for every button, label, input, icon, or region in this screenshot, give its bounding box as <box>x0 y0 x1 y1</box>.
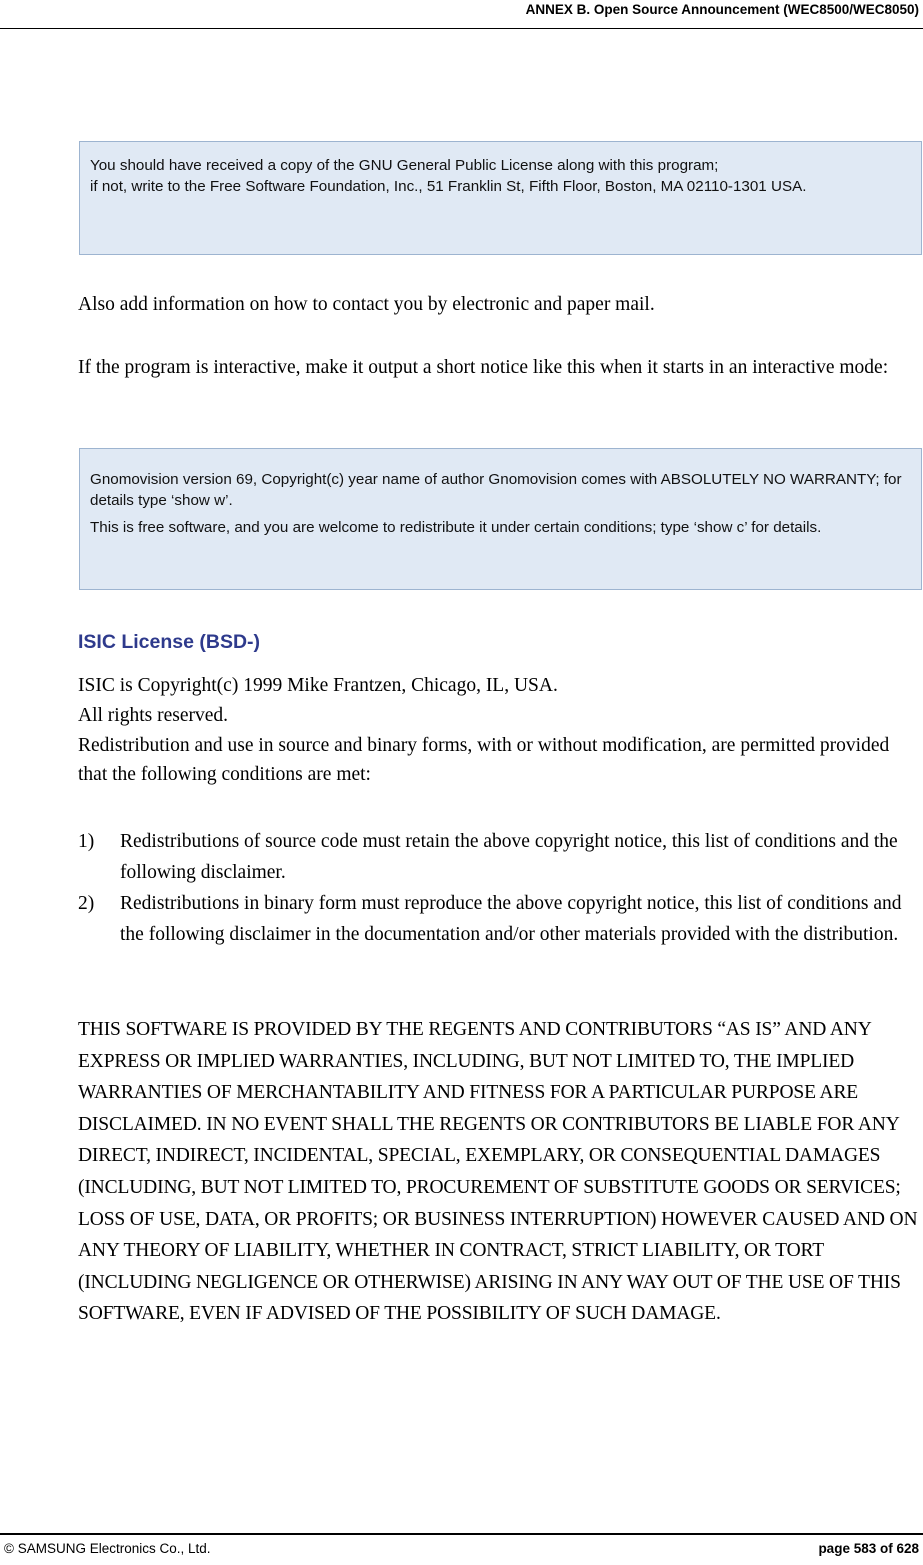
condition-text-1: Redistributions of source code must retain the above copyright notice, this list of conditions and the following disclaimer. <box>120 831 898 883</box>
contact-paragraph: Also add information on how to contact you by electronic and paper mail. <box>78 294 655 315</box>
header-title: ANNEX B. Open Source Announcement (WEC8500/WEC8050) <box>525 2 919 17</box>
footer-divider <box>0 1533 923 1535</box>
condition-text-2: Redistributions in binary form must reproduce the above copyright notice, this list of conditions and the following disclaimer in the documentation and/or other materials provided with the distribution. <box>120 893 902 945</box>
isic-copyright: ISIC is Copyright(c) 1999 Mike Frantzen, Chicago, IL, USA. <box>78 675 558 696</box>
isic-rights: All rights reserved. <box>78 705 229 726</box>
interactive-notice-para-2: This is free software, and you are welcome to redistribute it under certain conditions; type ‘show c’ for details. <box>90 519 822 536</box>
gpl-notice-line-1: You should have received a copy of the GNU General Public License along with this program; <box>90 157 719 174</box>
condition-item-1 <box>78 826 918 888</box>
gpl-notice-line-2: if not, write to the Free Software Foundation, Inc., 51 Franklin St, Fifth Floor, Boston, MA 02110-1301 USA. <box>90 178 807 195</box>
section-title: ISIC License (BSD-) <box>78 631 261 653</box>
condition-number-1: 1) <box>78 831 95 852</box>
condition-item-2 <box>78 888 918 950</box>
isic-intro: Redistribution and use in source and binary forms, with or without modification, are permitted provided that the following conditions are met: <box>78 735 890 785</box>
interactive-notice-para-1: Gnomovision version 69, Copyright(c) year name of author Gnomovision comes with ABSOLUTELY NO WARRANTY; for details type ‘show w’. <box>90 471 902 509</box>
footer-page-number: page 583 of 628 <box>818 1541 919 1556</box>
interactive-paragraph: If the program is interactive, make it output a short notice like this when it starts in an interactive mode: <box>78 357 889 378</box>
interactive-notice-box <box>79 448 922 590</box>
condition-number-2: 2) <box>78 893 95 914</box>
page-header <box>0 0 923 29</box>
warranty-disclaimer: THIS SOFTWARE IS PROVIDED BY THE REGENTS AND CONTRIBUTORS “AS IS” AND ANY EXPRESS OR IMPLIED WARRANTIES, INCLUDING, BUT NOT LIMITED TO, THE IMPLIED WARRANTIES OF MERCHANTABILITY AND FITNESS FOR A PARTICULAR PURPOSE ARE DISCLAIMED. IN NO EVENT SHALL THE REGENTS OR CONTRIBUTORS BE LIABLE FOR ANY DIRECT, INDIRECT, INCIDENTAL, SPECIAL, EXEMPLARY, OR CONSEQUENTIAL DAMAGES (INCLUDING, BUT NOT LIMITED TO, PROCUREMENT OF SUBSTITUTE GOODS OR SERVICES; LOSS OF USE, DATA, OR PROFITS; OR BUSINESS INTERRUPTION) HOWEVER CAUSED AND ON ANY THEORY OF LIABILITY, WHETHER IN CONTRACT, STRICT LIABILITY, OR TORT (INCLUDING NEGLIGENCE OR OTHERWISE) ARISING IN ANY WAY OUT OF THE USE OF THIS SOFTWARE, EVEN IF ADVISED OF THE POSSIBILITY OF SUCH DAMAGE. <box>78 1019 918 1325</box>
footer-copyright: © SAMSUNG Electronics Co., Ltd. <box>4 1541 211 1556</box>
gpl-notice-box <box>79 141 922 255</box>
